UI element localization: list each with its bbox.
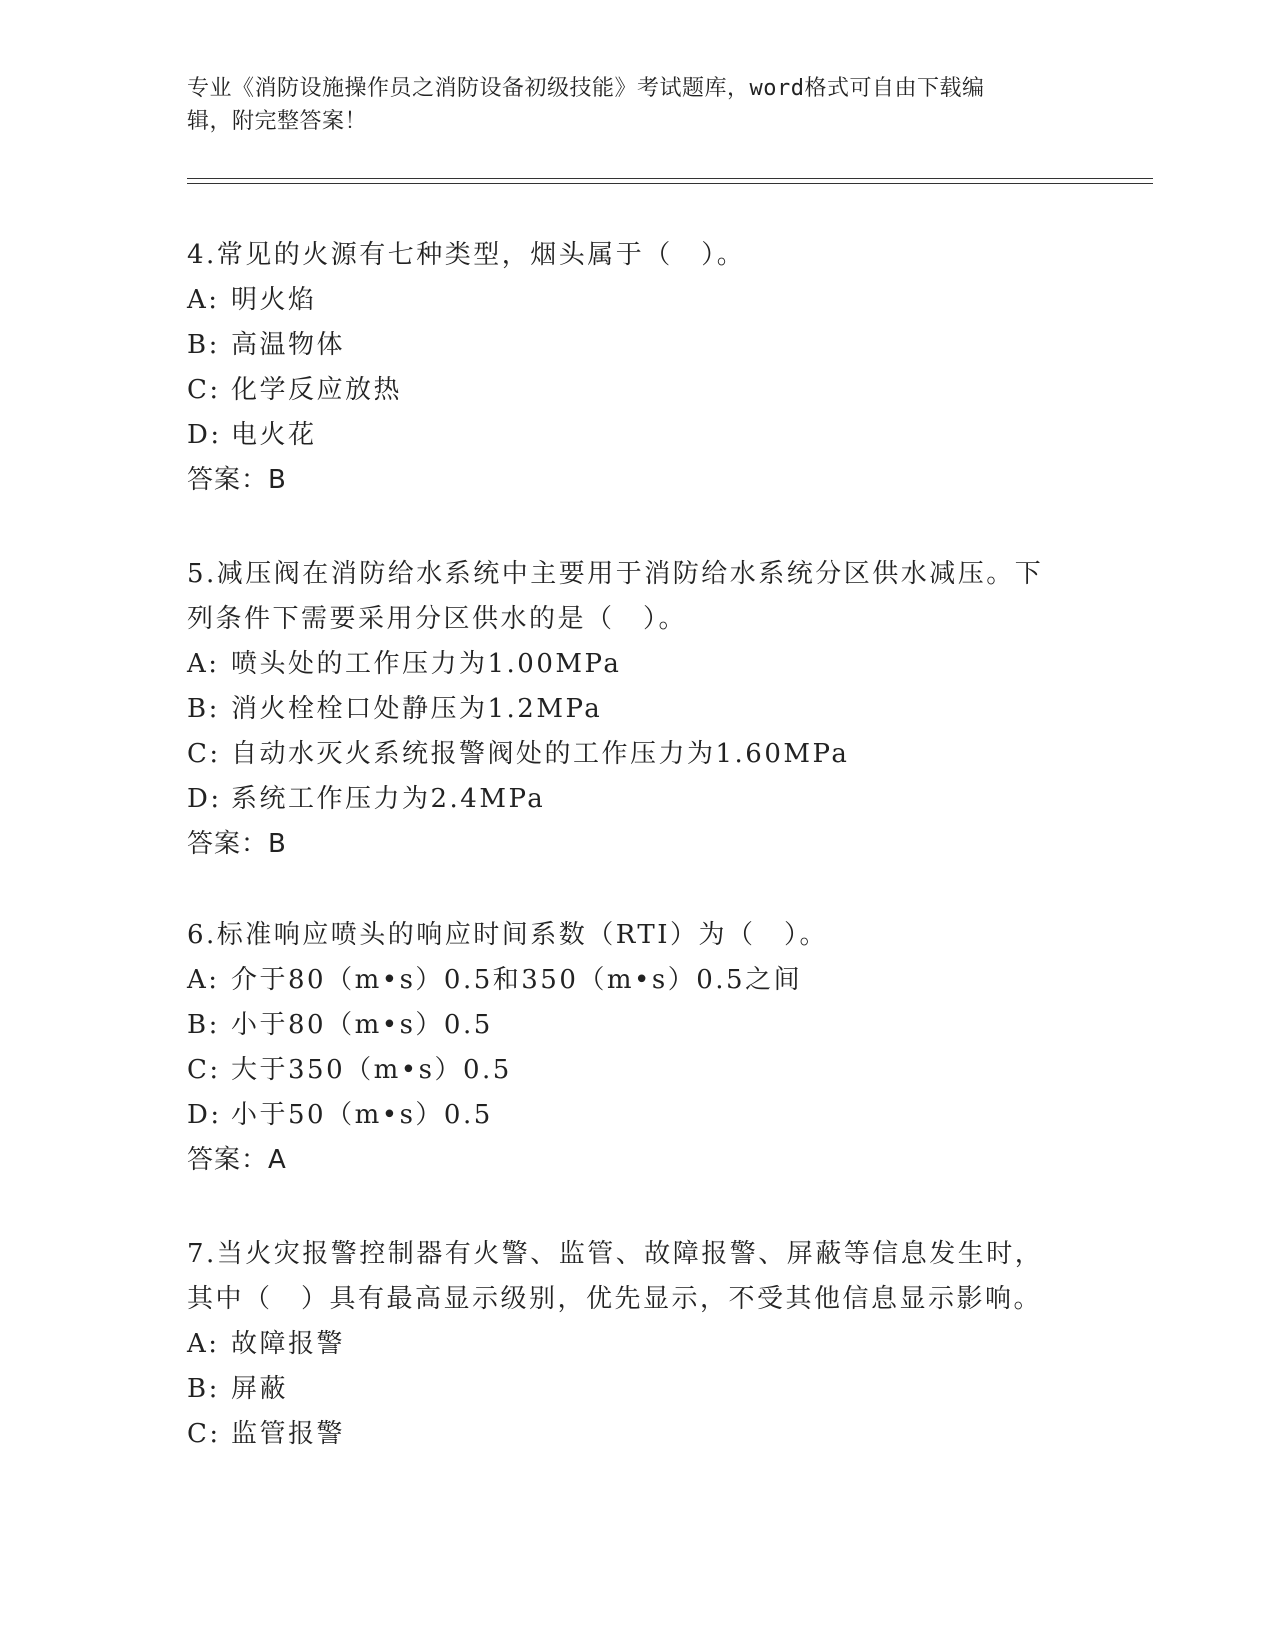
option-text: 故障报警: [231, 1329, 346, 1359]
answer-line: 答案：A: [187, 1145, 287, 1175]
option-letter: D:: [187, 784, 222, 814]
option-text: 介于80（m•s）0.5和350（m•s）0.5之间: [231, 965, 803, 995]
option-text: 小于80（m•s）0.5: [231, 1010, 493, 1040]
option-letter: A:: [187, 649, 220, 679]
option-letter: D:: [187, 420, 222, 450]
option-text: 大于350（m•s）0.5: [231, 1055, 512, 1085]
question-5: [187, 552, 1087, 867]
option-b: [187, 1003, 1087, 1048]
header-line-1: 专业《消防设施操作员之消防设备初级技能》考试题库，word格式可自由下载编: [187, 76, 985, 101]
question-text: 5.减压阀在消防给水系统中主要用于消防给水系统分区供水减压。下: [187, 559, 1044, 589]
question-text: 7.当火灾报警控制器有火警、监管、故障报警、屏蔽等信息发生时，: [187, 1239, 1044, 1269]
question-text-continued: 列条件下需要采用分区供水的是（ ）。: [187, 604, 688, 634]
option-letter: A:: [187, 1329, 220, 1359]
question-text: 4.常见的火源有七种类型，烟头属于（ ）。: [187, 240, 746, 270]
option-c: [187, 368, 1087, 413]
option-text: 高温物体: [231, 330, 346, 360]
option-letter: A:: [187, 285, 220, 315]
option-d: [187, 1093, 1087, 1138]
option-letter: B:: [187, 1374, 220, 1404]
option-letter: B:: [187, 1010, 220, 1040]
option-text: 监管报警: [231, 1419, 346, 1449]
option-c: [187, 732, 1087, 777]
option-letter: C:: [187, 1419, 221, 1449]
option-text: 化学反应放热: [231, 375, 403, 405]
option-a: [187, 1322, 1087, 1367]
option-letter: C:: [187, 375, 221, 405]
option-letter: C:: [187, 1055, 221, 1085]
answer-line: 答案：B: [187, 829, 287, 859]
option-text: 消火栓栓口处静压为1.2MPa: [231, 694, 603, 724]
option-a: [187, 958, 1087, 1003]
option-text: 电火花: [231, 420, 317, 450]
question-6: [187, 913, 1087, 1183]
header-divider-bottom: [187, 183, 1153, 184]
option-text: 屏蔽: [231, 1374, 289, 1404]
option-a: [187, 642, 1087, 687]
option-b: [187, 1367, 1087, 1412]
option-letter: C:: [187, 739, 221, 769]
option-text: 自动水灭火系统报警阀处的工作压力为1.60MPa: [231, 739, 850, 769]
option-d: [187, 777, 1087, 822]
document-header: [187, 72, 1067, 138]
option-text: 明火焰: [231, 285, 317, 315]
question-text-continued: 其中（ ）具有最高显示级别，优先显示，不受其他信息显示影响。: [187, 1284, 1043, 1314]
question-4: [187, 233, 1087, 503]
option-text: 小于50（m•s）0.5: [231, 1100, 493, 1130]
header-divider-top: [187, 178, 1153, 179]
option-text: 系统工作压力为2.4MPa: [231, 784, 546, 814]
option-c: [187, 1048, 1087, 1093]
header-line-2: 辑，附完整答案！: [187, 109, 368, 134]
option-d: [187, 413, 1087, 458]
option-text: 喷头处的工作压力为1.00MPa: [231, 649, 622, 679]
option-b: [187, 323, 1087, 368]
answer-line: 答案：B: [187, 465, 287, 495]
option-letter: A:: [187, 965, 220, 995]
option-letter: D:: [187, 1100, 222, 1130]
option-b: [187, 687, 1087, 732]
question-text: 6.标准响应喷头的响应时间系数（RTI）为（ ）。: [187, 920, 829, 950]
question-7: [187, 1232, 1087, 1457]
option-letter: B:: [187, 694, 220, 724]
option-a: [187, 278, 1087, 323]
option-letter: B:: [187, 330, 220, 360]
option-c: [187, 1412, 1087, 1457]
